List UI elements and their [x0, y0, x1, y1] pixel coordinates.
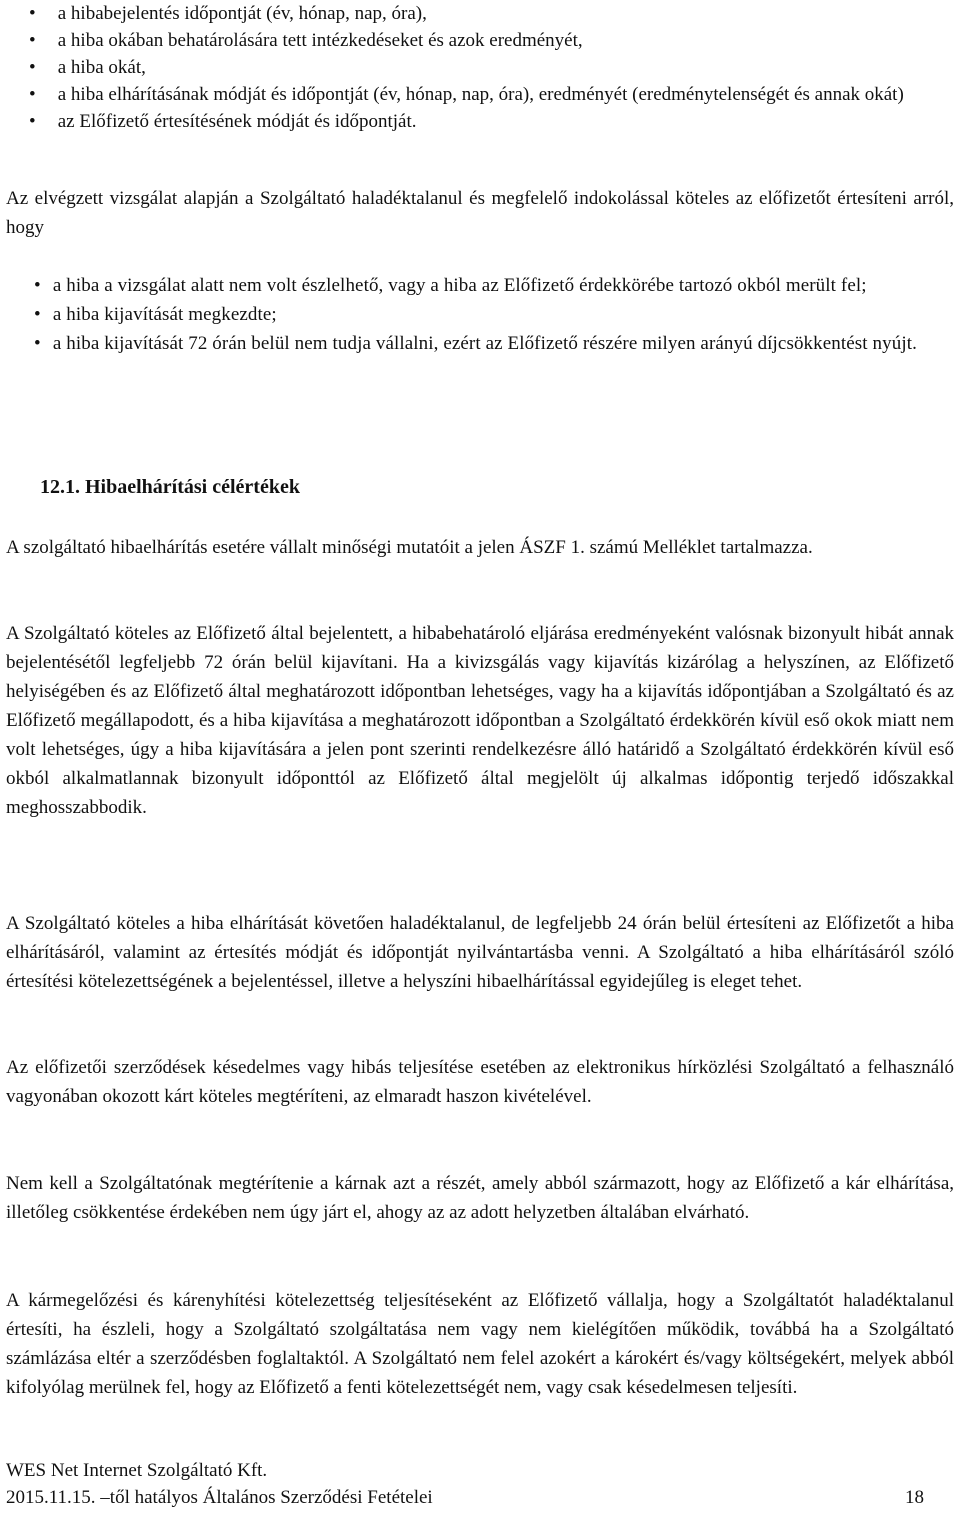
page-number: 18 [905, 1487, 924, 1508]
bullet-icon: • [29, 30, 36, 51]
mid-bullet-list [8, 271, 958, 358]
bullet-icon: • [29, 111, 36, 132]
paragraph-damages: Az előfizetői szerződések késedelmes vagy hibás teljesítése esetében az elektronikus hírközlési Szolgáltató a felhasználó vagyonában okozott kárt köteles megtéríteni, az elmaradt haszon kivételével. [6, 1057, 954, 1107]
list-item-text: a hiba elhárításának módját és időpontját (év, hónap, nap, óra), eredményét (eredménytelenségét és annak okát) [57, 84, 904, 105]
list-item [8, 300, 958, 329]
list-item [8, 0, 958, 27]
bullet-icon: • [34, 304, 41, 325]
bullet-icon: • [34, 333, 41, 354]
list-item [8, 108, 958, 135]
bullet-icon: • [29, 57, 36, 78]
bullet-icon: • [29, 84, 36, 105]
list-item-text: a hiba kijavítását megkezdte; [52, 304, 277, 325]
section-heading: 12.1. Hibaelhárítási célértékek [40, 476, 300, 498]
footer-company: WES Net Internet Szolgáltató Kft. [6, 1460, 268, 1481]
list-item-text: a hiba okában behatárolására tett intézkedéseket és azok eredményét, [57, 30, 583, 51]
paragraph-damage-prevention: A kármegelőzési és kárenyhítési kötelezettség teljesítéseként az Előfizető vállalja, hogy a Szolgáltatót haladéktalanul értesíti, ha észleli, hogy a Szolgáltató szolgáltatása nem vagy nem kielégítően működik, továbbá ha a Szolgáltató számlázása eltér a szerződésben foglaltaktól. A Szolgáltató nem felel azokért a károkért és/vagy költségekért, melyek abból kifolyólag merülnek fel, hogy az Előfizető a fenti kötelezettségét nem, vagy csak késedelmesen teljesíti. [6, 1290, 954, 1398]
list-item-text: a hiba okát, [57, 57, 146, 78]
paragraph-exemption: Nem kell a Szolgáltatónak megtérítenie a kárnak azt a részét, amely abból származott, hogy az Előfizető a kár elhárítása, illetőleg csökkentése érdekében nem úgy járt el, ahogy az az adott helyzetben általában elvárható. [6, 1173, 954, 1223]
list-item [8, 271, 958, 300]
footer-line [6, 1487, 924, 1509]
list-item [8, 81, 958, 108]
footer-validity-text: 2015.11.15. –től hatályos Általános Szerződési Fetételei [6, 1487, 433, 1508]
list-item [8, 329, 958, 358]
list-item-text: a hiba kijavítását 72 órán belül nem tudja vállalni, ezért az Előfizető részére milyen arányú díjcsökkentést nyújt. [52, 333, 917, 354]
bullet-icon: • [34, 275, 41, 296]
list-item-text: az Előfizető értesítésének módját és időpontját. [57, 111, 417, 132]
list-item [8, 27, 958, 54]
paragraph-quality-indicators: A szolgáltató hibaelhárítás esetére vállalt minőségi mutatóit a jelen ÁSZF 1. számú Melléklet tartalmazza. [6, 537, 813, 558]
paragraph-repair-deadline: A Szolgáltató köteles az Előfizető által bejelentett, a hibabehatároló eljárása eredményeként valósnak bizonyult hibát annak bejelentésétől legfeljebb 72 órán belül kijavítani. Ha a kivizsgálás vagy kijavítás kizárólag a helyszínen, az Előfizető helyiségében és az Előfizető által meghatározott időpontban lehetséges, vagy ha a kijavítás időpontjában a Szolgáltató és az Előfizető megállapodott, és a hiba kijavítása a meghatározott időpontban a Szolgáltató érdekkörén kívül eső okok miatt nem volt lehetséges, úgy a hiba kijavítására a jelen pont szerinti rendelkezésre álló határidő a Szolgáltató érdekkörén kívül eső okból alkalmatlannak bizonyult időponttól az Előfizető által megjelölt új alkalmas időpontig terjedő időszakkal meghosszabbodik. [6, 623, 954, 818]
list-item-text: a hiba a vizsgálat alatt nem volt észlelhető, vagy a hiba az Előfizető érdekkörébe tartozó okból merült fel; [52, 275, 867, 296]
bullet-icon: • [29, 3, 36, 24]
top-bullet-list [8, 0, 958, 135]
list-item [8, 54, 958, 81]
paragraph-notification: A Szolgáltató köteles a hiba elhárítását követően haladéktalanul, de legfeljebb 24 órán belül értesíteni az Előfizetőt a hiba elhárításáról, valamint az értesítés módját és időpontját nyilvántartásba venni. A Szolgáltató a hiba elhárításáról szóló értesítési kötelezettségének a bejelentéssel, illetve a helyszíni hibaelhárítással egyidejűleg is eleget tehet. [6, 913, 954, 992]
list-item-text: a hibabejelentés időpontját (év, hónap, nap, óra), [57, 3, 427, 24]
intro-paragraph: Az elvégzett vizsgálat alapján a Szolgáltató haladéktalanul és megfelelő indokolással köteles az előfizetőt értesíteni arról, hogy [6, 188, 954, 238]
